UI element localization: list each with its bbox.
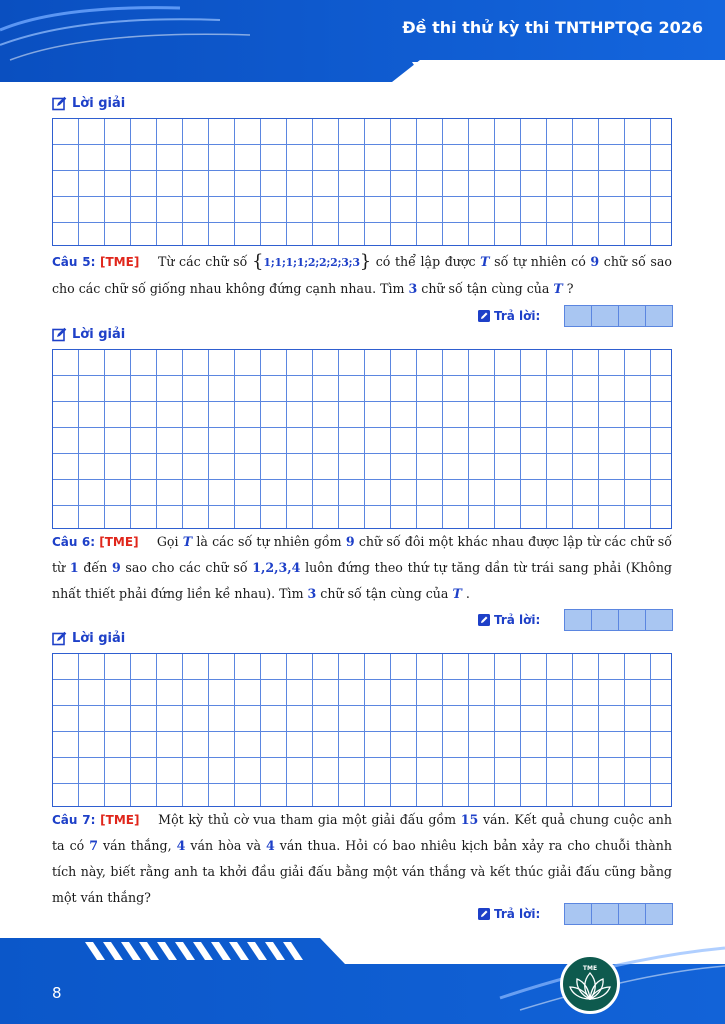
pencil-square-icon <box>478 908 490 920</box>
question-text: ván hòa và <box>185 838 266 853</box>
answer-boxes <box>564 609 673 631</box>
pencil-square-icon <box>478 614 490 626</box>
answer-box[interactable] <box>619 904 646 924</box>
math-num: 9 <box>590 254 600 269</box>
math-num: 7 <box>89 838 98 853</box>
question-text: chữ số đôi một khác nhau được lập từ các chữ số từ <box>52 534 672 575</box>
question-text: ván thắng, <box>98 838 177 853</box>
answer-box[interactable] <box>592 306 619 326</box>
answer-box[interactable] <box>565 610 592 630</box>
question-label: Câu 7: <box>52 813 96 827</box>
answer-row <box>478 903 673 925</box>
answer-boxes <box>564 305 673 327</box>
solution-heading <box>52 96 125 111</box>
digit-set: 1;1;1;1;2;2;2;3;3 <box>263 256 360 269</box>
question-5 <box>52 249 672 302</box>
question-text: ? <box>562 281 574 296</box>
question-text: ván. Kết quả chung cuộc anh ta có <box>52 812 672 853</box>
solution-grid[interactable] <box>52 349 672 529</box>
question-tag: [TME] <box>100 813 140 827</box>
math-num: 1,2,3,4 <box>252 560 301 575</box>
tme-logo <box>560 954 620 1014</box>
answer-row <box>478 609 673 631</box>
question-text: chữ số sao cho các chữ số giống nhau không đứng cạnh nhau. Tìm <box>52 254 672 296</box>
question-tag: [TME] <box>100 255 140 269</box>
question-text: số tự nhiên có <box>489 254 591 269</box>
solution-label: Lời giải <box>72 327 126 342</box>
question-text: chữ số tận cùng của <box>417 281 554 296</box>
answer-label <box>478 309 564 323</box>
answer-label <box>478 907 564 921</box>
math-num: 3 <box>307 586 317 601</box>
answer-box[interactable] <box>646 306 672 326</box>
question-tag: [TME] <box>99 535 139 549</box>
page-header <box>0 0 725 82</box>
math-var: T <box>182 534 193 549</box>
math-num: 4 <box>265 838 275 853</box>
solution-grid[interactable] <box>52 118 672 246</box>
question-text: là các số tự nhiên gồm <box>192 534 346 549</box>
answer-label-text: Trả lời: <box>494 907 541 921</box>
answer-boxes <box>564 903 673 925</box>
answer-label-text: Trả lời: <box>494 613 541 627</box>
answer-row <box>478 305 673 327</box>
question-label: Câu 5: <box>52 255 96 269</box>
answer-box[interactable] <box>592 904 619 924</box>
left-brace: { <box>251 251 264 272</box>
answer-box[interactable] <box>646 610 672 630</box>
page-number: 8 <box>52 984 62 1002</box>
solution-label: Lời giải <box>72 631 126 646</box>
answer-box[interactable] <box>619 610 646 630</box>
edit-icon <box>52 96 67 111</box>
answer-box[interactable] <box>592 610 619 630</box>
solution-heading <box>52 327 125 342</box>
exam-title: Đề thi thử kỳ thi TNTHPTQG 2026 <box>402 18 703 37</box>
math-num: 9 <box>111 560 121 575</box>
question-text: chữ số tận cùng của <box>316 586 453 601</box>
question-6 <box>52 529 672 607</box>
solution-label: Lời giải <box>72 96 126 111</box>
question-text: sao cho các chữ số <box>120 560 253 575</box>
question-text: Một kỳ thủ cờ vua tham gia một giải đấu gồm <box>158 812 461 827</box>
right-brace: } <box>359 251 372 272</box>
answer-label <box>478 613 564 627</box>
question-text: luôn đứng theo thứ tự tăng dần từ trái sang phải (Không nhất thiết phải đứng liền kề nhau). Tìm <box>52 560 672 601</box>
answer-label-text: Trả lời: <box>494 309 541 323</box>
page-footer <box>0 938 725 1024</box>
math-num: 9 <box>345 534 355 549</box>
header-banner <box>0 0 725 82</box>
logo-text: TME <box>582 965 598 972</box>
pencil-square-icon <box>478 310 490 322</box>
math-num: 4 <box>176 838 186 853</box>
math-num: 1 <box>69 560 79 575</box>
question-text: . <box>461 586 470 601</box>
math-num: 15 <box>460 812 479 827</box>
math-var: T <box>553 281 563 296</box>
question-label: Câu 6: <box>52 535 96 549</box>
math-var: T <box>452 586 462 601</box>
edit-icon <box>52 327 67 342</box>
answer-box[interactable] <box>565 904 592 924</box>
math-var: T <box>480 254 490 269</box>
answer-box[interactable] <box>565 306 592 326</box>
answer-box[interactable] <box>646 904 672 924</box>
question-text: Gọi <box>156 534 183 549</box>
question-text: có thể lập được <box>371 254 481 269</box>
question-text: đến <box>78 560 112 575</box>
edit-icon <box>52 631 67 646</box>
math-num: 3 <box>408 281 418 296</box>
question-text: Từ các chữ số <box>157 254 252 269</box>
answer-box[interactable] <box>619 306 646 326</box>
question-7 <box>52 807 672 911</box>
question-text: ván thua. Hỏi có bao nhiêu kịch bản xảy ra cho chuỗi thành tích này, biết rằng anh ta khởi đầu giải đấu bằng một ván thắng và kết thúc giải đấu cũng bằng một ván thắng? <box>52 838 672 905</box>
solution-grid[interactable] <box>52 653 672 807</box>
solution-heading <box>52 631 125 646</box>
